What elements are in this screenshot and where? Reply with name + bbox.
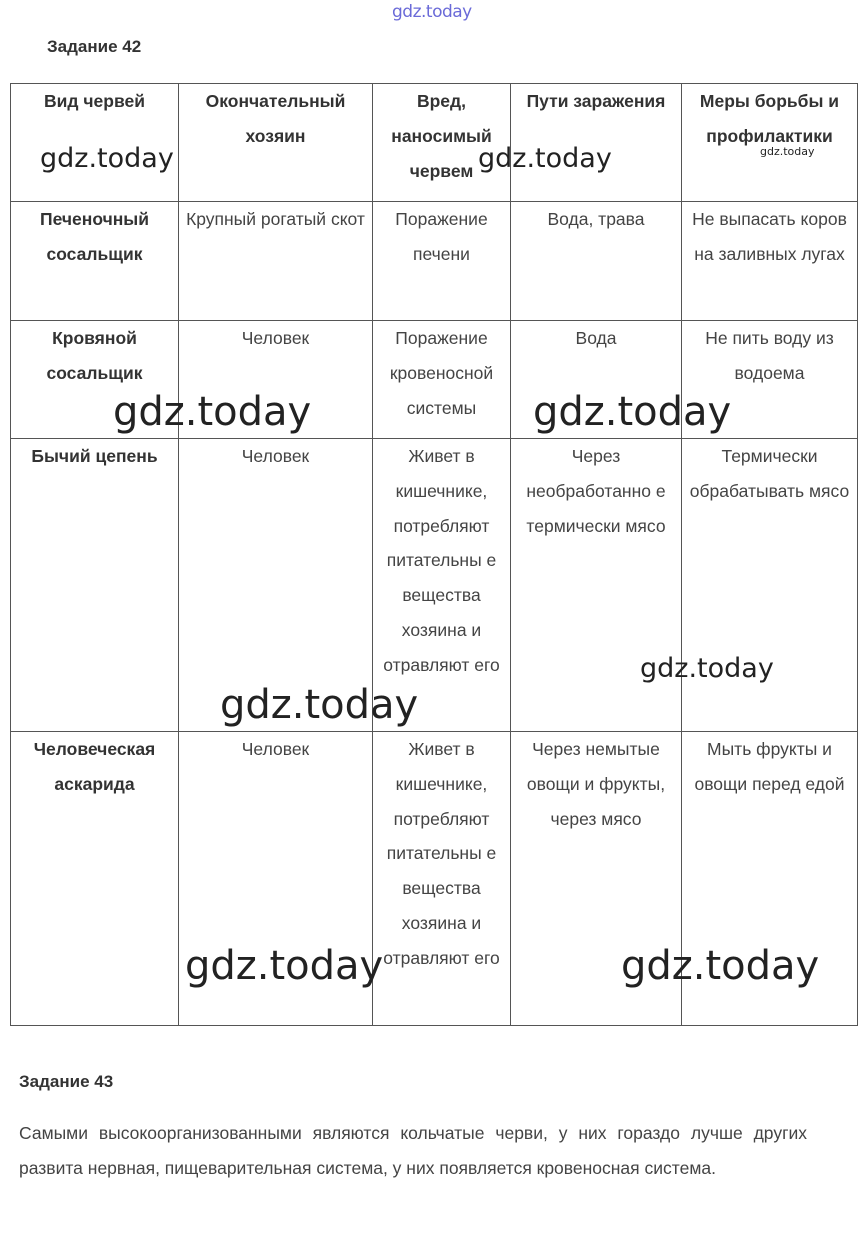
table-row: [11, 202, 858, 321]
table-cell: Кровяной сосальщик: [11, 321, 179, 439]
header-cell: Вред, наносимый червем: [373, 84, 511, 202]
table-cell: Человек: [179, 439, 373, 732]
header-cell: Меры борьбы и профилактики: [682, 84, 858, 202]
watermark-top: gdz.today: [392, 2, 472, 22]
watermark: gdz.today: [220, 682, 419, 728]
table-cell: Живет в кишечнике, потребляют питательны е вещества хозяина и отравляют его: [373, 732, 511, 1026]
table-row: [11, 439, 858, 732]
table-cell: Живет в кишечнике, потребляют питательны е вещества хозяина и отравляют его: [373, 439, 511, 732]
table-cell: Поражение кровеносной системы: [373, 321, 511, 439]
table-cell: Через немытые овощи и фрукты, через мясо: [511, 732, 682, 1026]
worms-table: [10, 83, 858, 1026]
table-cell: Не выпасать коров на заливных лугах: [682, 202, 858, 321]
table-cell: Человек: [179, 732, 373, 1026]
table-cell: Термически обрабатывать мясо: [682, 439, 858, 732]
header-cell: Вид червей: [11, 84, 179, 202]
task-43-title: Задание 43: [19, 1072, 114, 1091]
watermark: gdz.today: [40, 143, 174, 174]
watermark: gdz.today: [640, 653, 774, 684]
task-42-title: Задание 42: [47, 37, 142, 56]
watermark: gdz.today: [185, 943, 384, 989]
watermark: gdz.today: [478, 143, 612, 174]
watermark: gdz.today: [533, 389, 732, 435]
table-cell: Не пить воду из водоема: [682, 321, 858, 439]
table-cell: Человек: [179, 321, 373, 439]
table-cell: Крупный рогатый скот: [179, 202, 373, 321]
header-cell: Окончательный хозяин: [179, 84, 373, 202]
watermark: gdz.today: [621, 943, 820, 989]
table-cell: Человеческая аскарида: [11, 732, 179, 1026]
table-cell: Вода: [511, 321, 682, 439]
table-cell: Мыть фрукты и овощи перед едой: [682, 732, 858, 1026]
header-cell: Пути заражения: [511, 84, 682, 202]
task-43-text: Самыми высокоорганизованными являются кольчатые черви, у них гораздо лучше других развита нервная, пищеварительная система, у них появляется кровеносная система.: [19, 1123, 807, 1178]
table-cell: Вода, трава: [511, 202, 682, 321]
watermark: gdz.today: [113, 389, 312, 435]
table-cell: Через необработанно е термически мясо: [511, 439, 682, 732]
table-cell: Печеночный сосальщик: [11, 202, 179, 321]
table-cell: Бычий цепень: [11, 439, 179, 732]
table-cell: Поражение печени: [373, 202, 511, 321]
watermark: gdz.today: [760, 145, 815, 158]
